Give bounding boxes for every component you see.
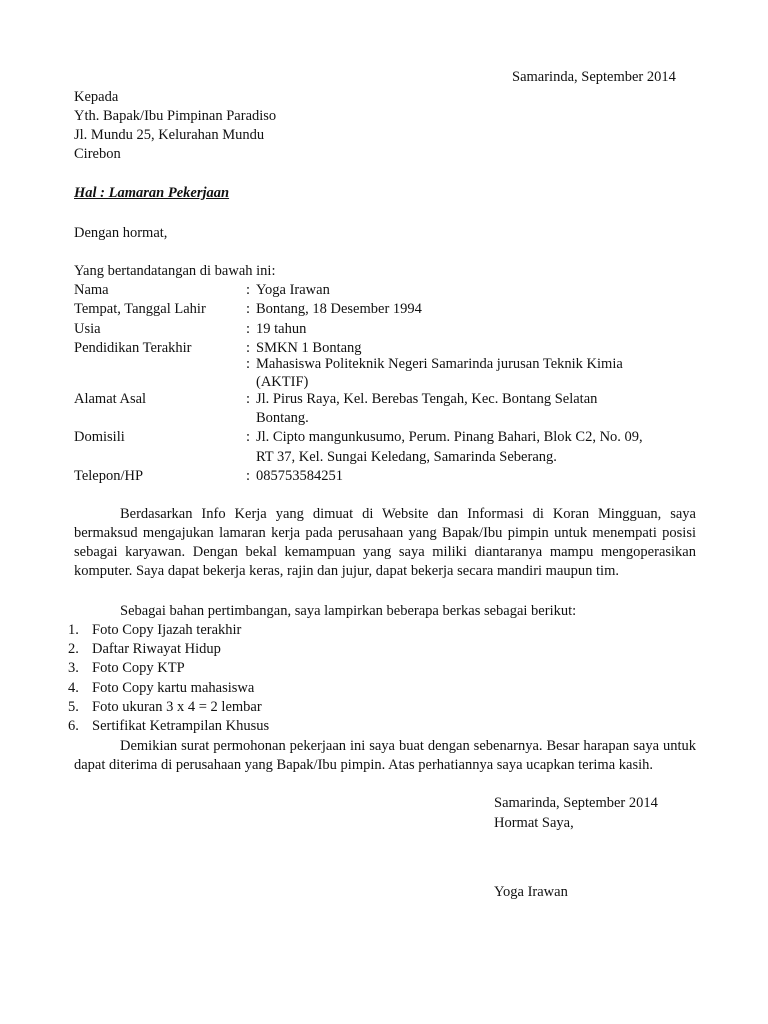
detail-colon: : [246,356,251,372]
detail-value-domicile-line2: RT 37, Kel. Sungai Keledang, Samarinda Seberang. [256,449,557,465]
list-item: Foto Copy kartu mahasiswa [92,680,255,696]
recipient-line-kepada: Kepada [74,89,119,105]
body-paragraph-1-text: Berdasarkan Info Kerja yang dimuat di Website dan Informasi di Koran Mingguan, saya bermaksud mengajukan lamaran kerja pada perusahaan yang Bapak/Ibu pimpin untuk menempati posisi sebagai karyawan. Dengan bekal kemampuan yang saya miliki diantaranya mampu mengoperasikan komputer. Saya dapat bekerja keras, rajin dan jujur, dapat bekerja secara mandiri maupun tim. [74,506,696,579]
list-item: Foto Copy Ijazah terakhir [92,622,242,638]
detail-label-domicile: Domisili [74,429,125,445]
letter-date: Samarinda, September 2014 [512,69,676,85]
detail-value-domicile-line1: Jl. Cipto mangunkusumo, Perum. Pinang Bahari, Blok C2, No. 09, [256,429,643,445]
list-item-number: 6. [68,718,79,734]
body-paragraph-2-text: Sebagai bahan pertimbangan, saya lampirkan beberapa berkas sebagai berikut: [120,603,577,619]
recipient-block [74,88,276,164]
detail-colon: : [246,391,251,407]
body-paragraph-1 [74,505,696,581]
detail-value-age: 19 tahun [256,321,307,337]
signature-name: Yoga Irawan [494,884,568,900]
detail-value-phone: 085753584251 [256,468,343,484]
recipient-line-name: Yth. Bapak/Ibu Pimpinan Paradiso [74,108,277,124]
detail-value-name: Yoga Irawan [256,282,330,298]
detail-label-age: Usia [74,321,101,337]
list-item-number: 3. [68,660,79,676]
letter-subject: Hal : Lamaran Pekerjaan [74,185,230,201]
detail-value-education-college: Mahasiswa Politeknik Negeri Samarinda jurusan Teknik Kimia [256,356,623,372]
detail-label-birth: Tempat, Tanggal Lahir [74,301,206,317]
detail-value-address-line1: Jl. Pirus Raya, Kel. Berebas Tengah, Kec. Bontang Selatan [256,391,598,407]
detail-value-birth: Bontang, 18 Desember 1994 [256,301,422,317]
detail-label-education: Pendidikan Terakhir [74,340,192,356]
detail-label-phone: Telepon/HP [74,468,144,484]
detail-value-education-status: (AKTIF) [256,374,309,390]
greeting: Dengan hormat, [74,225,168,241]
list-item-number: 5. [68,699,79,715]
detail-colon: : [246,282,251,298]
list-item-number: 4. [68,680,79,696]
list-item-number: 1. [68,622,79,638]
body-paragraph-3-text: Demikian surat permohonan pekerjaan ini saya buat dengan sebenarnya. Besar harapan saya untuk dapat diterima di perusahaan yang Bapak/Ibu pimpin. Atas perhatiannya saya ucapkan terima kasih. [74,738,696,773]
detail-value-address-line2: Bontang. [256,410,309,426]
intro-line: Yang bertandatangan di bawah ini: [74,263,276,279]
recipient-line-city: Cirebon [74,146,121,162]
list-item: Daftar Riwayat Hidup [92,641,221,657]
detail-label-address: Alamat Asal [74,391,147,407]
list-item: Sertifikat Ketrampilan Khusus [92,718,270,734]
detail-colon: : [246,301,251,317]
detail-colon: : [246,340,251,356]
detail-colon: : [246,321,251,337]
body-paragraph-3 [74,737,696,775]
detail-colon: : [246,429,251,445]
recipient-line-address: Jl. Mundu 25, Kelurahan Mundu [74,127,265,143]
list-item: Foto ukuran 3 x 4 = 2 lembar [92,699,262,715]
closing-date: Samarinda, September 2014 [494,795,658,811]
list-item-number: 2. [68,641,79,657]
detail-value-education-school: SMKN 1 Bontang [256,340,362,356]
body-paragraph-2 [74,602,696,621]
detail-label-name: Nama [74,282,109,298]
closing-salutation: Hormat Saya, [494,815,574,831]
list-item: Foto Copy KTP [92,660,185,676]
detail-colon: : [246,468,251,484]
